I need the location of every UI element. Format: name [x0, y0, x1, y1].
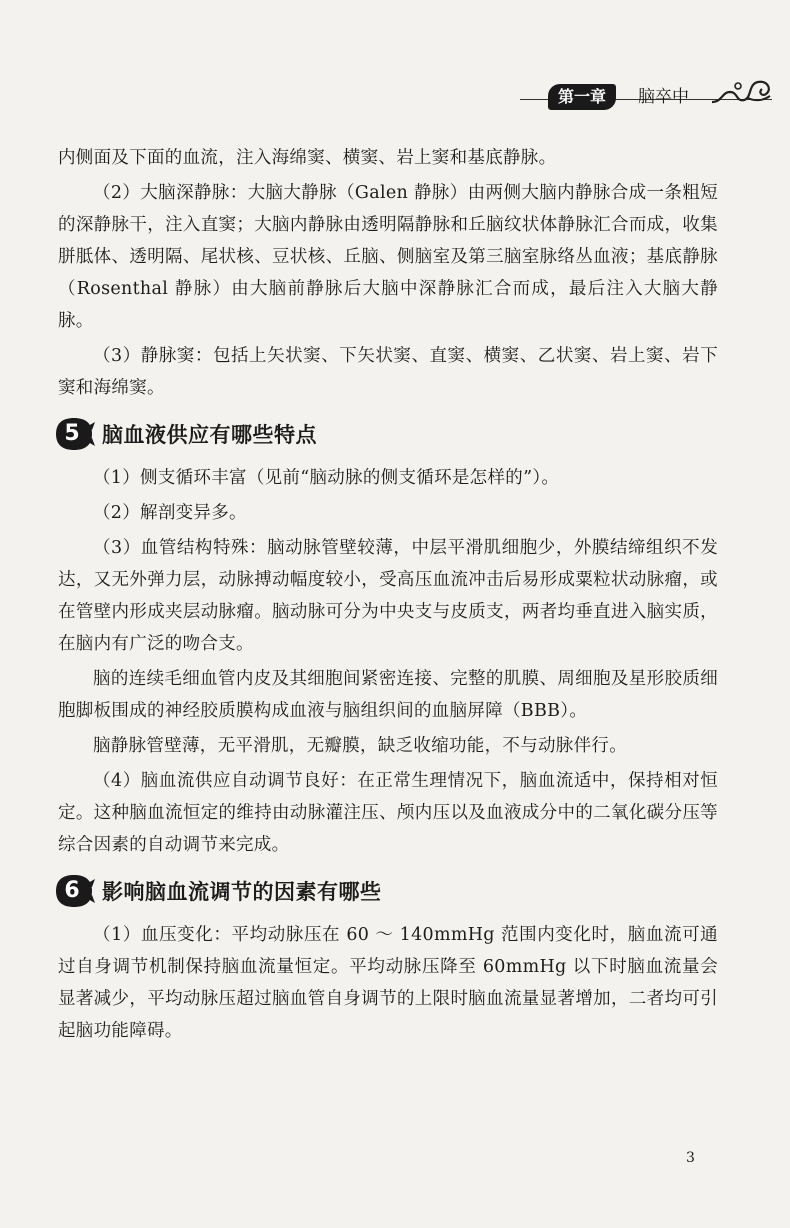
paragraph: 内侧面及下面的血流，注入海绵窦、横窦、岩上窦和基底静脉。 [58, 148, 557, 168]
paragraph: 脑的连续毛细血管内皮及其细胞间紧密连接、完整的肌膜、周细胞及星形胶质细胞脚板围成的神经胶质膜构成血液与脑组织间的血脑屏障（BBB）。 [58, 669, 718, 721]
paragraph: （2）大脑深静脉：大脑大静脉（Galen 静脉）由两侧大脑内静脉合成一条粗短的深静脉干，注入直窦；大脑内静脉由透明隔静脉和丘脑纹状体静脉汇合而成，收集胼胝体、透明隔、尾状核、豆状核、丘脑、侧脑室及第三脑室脉络丛血液；基底静脉（Rosenthal 静脉）由大脑前静脉后大脑中深静脉汇合而成，最后注入大脑大静脉。 [58, 183, 718, 331]
section-heading-5 [52, 414, 718, 454]
paragraph: （1）侧支循环丰富（见前“脑动脉的侧支循环是怎样的”）。 [93, 468, 560, 488]
chapter-title: 脑卒中 [638, 87, 689, 107]
paragraph: （3）血管结构特殊：脑动脉管壁较薄，中层平滑肌细胞少，外膜结缔组织不发达，又无外弹力层，动脉搏动幅度较小，受高压血流冲击后易形成粟粒状动脉瘤，或在管壁内形成夹层动脉瘤。脑动脉可分为中央支与皮质支，两者均垂直进入脑实质，在脑内有广泛的吻合支。 [58, 538, 718, 654]
body-text [58, 142, 718, 1050]
section-number-badge [52, 416, 96, 452]
section-number: 5 [64, 421, 80, 446]
paragraph: （2）解剖变异多。 [93, 503, 247, 523]
section-number: 6 [64, 878, 80, 903]
paragraph: （1）血压变化：平均动脉压在 60 ～ 140mmHg 范围内变化时，脑血流可通过自身调节机制保持脑血流量恒定。平均动脉压降至 60mmHg 以下时脑血流量会显著减少，平均动脉压超过脑血管自身调节的上限时脑血流量显著增加，二者均可引起脑功能障碍。 [58, 925, 718, 1041]
paragraph: （4）脑血流供应自动调节良好：在正常生理情况下，脑血流适中，保持相对恒定。这种脑血流恒定的维持由动脉灌注压、颅内压以及血液成分中的二氧化碳分压等综合因素的自动调节来完成。 [58, 771, 718, 855]
section-heading-6 [52, 871, 718, 911]
paragraph: （3）静脉窦：包括上矢状窦、下矢状窦、直窦、横窦、乙状窦、岩上窦、岩下窦和海绵窦。 [58, 346, 718, 398]
section-number-badge [52, 873, 96, 909]
section-title: 影响脑血流调节的因素有哪些 [102, 880, 382, 904]
chapter-badge: 第一章 [548, 84, 616, 110]
cloud-ornament-icon [708, 72, 778, 108]
page-number: 3 [686, 1150, 695, 1166]
running-header [520, 68, 782, 114]
section-title: 脑血液供应有哪些特点 [102, 423, 317, 447]
paragraph: 脑静脉管壁薄，无平滑肌，无瓣膜，缺乏收缩功能，不与动脉伴行。 [93, 736, 627, 756]
